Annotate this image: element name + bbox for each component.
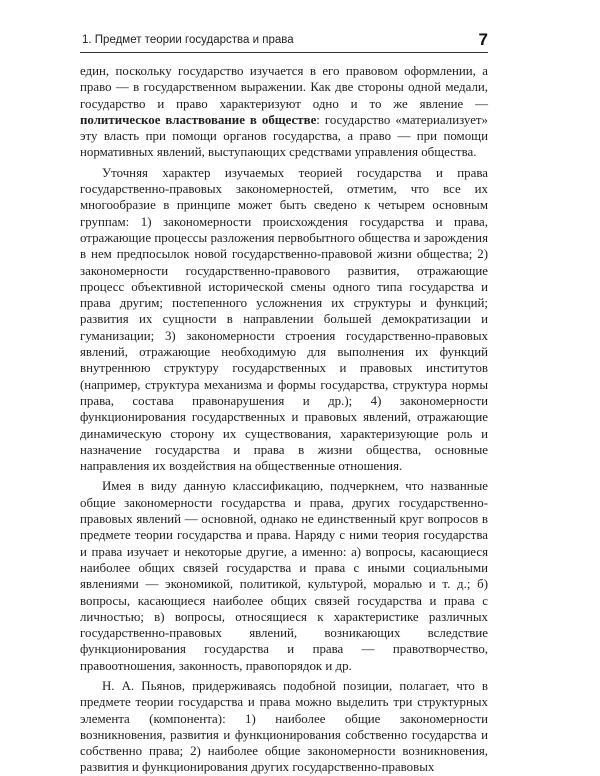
text-segment: Н. А. Пьянов, придерживаясь подобной позиции, полагает, что в предмете теории государства и права можно выделить три структурных элемента (компонента): 1) наиболее общие закономерности возникновения, развития и функционирования собственно государства и собственно права; 2) наиболее общие закономерности возникновения, развития и функционирования других государственно-правовых (80, 678, 488, 775)
paragraph-4 (80, 678, 488, 776)
body-text (80, 63, 488, 776)
text-segment: един, поскольку государство изучается в его правовом оформлении, а право — в государственном выражении. Как две стороны одной медали, государство и право характеризуют одно и то же явление — (80, 64, 488, 111)
text-segment: Имея в виду данную классификацию, подчеркнем, что названные общие закономерности государства и права, других государственно-правовых явлений — основной, однако не единственный круг вопросов в предмете теории государства и права. Наряду с ними теория государства и права изучает и некоторые другие, а именно: а) вопросы, касающиеся наиболее общих связей государства и права с иными социальными явлениями — экономикой, политикой, культурой, моралью и т. д.; б) вопросы, касающиеся наиболее общих связей государства и права с личностью; в) вопросы, относящиеся к характеристике различных государственно-правовых явлений, возникающих вследствие функционирования государства и права — правотворчество, правоотношения, законность, правопорядок и др. (80, 479, 488, 673)
text-segment: Уточняя характер изучаемых теорией государства и права государственно-правовых закономерностей, отметим, что все их многообразие в принципе может быть сведено к четырем основным группам: 1) закономерности происхождения государства и права, отражающие процессы разложения первобытного общества и зарождения в нем предпосылок новой государственно-правовой жизни общества; 2) закономерности государственно-правового развития, отражающие процесс объективной исторической смены одного типа государства и права другим; постепенного усложнения их структуры и функций; развития их сущности в направлении большей демократизации и гуманизации; 3) закономерности строения государственно-правовых явлений, отражающие необходимую для выполнения их функций внутреннюю структуру государственных и правовых институтов (например, структура механизма и формы государства, структура нормы права, состава правонарушения и др.); 4) закономерности функционирования государственных и правовых явлений, отражающие динамическую сторону их существования, характеризующие роль и назначение государства и права в жизни общества, основные направления их воздействия на общественные отношения. (80, 165, 488, 474)
bold-term-political-power: политическое властвование в обществе (80, 112, 317, 127)
page-number: 7 (478, 30, 488, 49)
paragraph-3 (80, 478, 488, 674)
paragraph-1 (80, 63, 488, 161)
running-header (80, 30, 488, 53)
running-title: 1. Предмет теории государства и права (82, 34, 294, 46)
paragraph-2 (80, 165, 488, 475)
text-segment: : государство «материализует» эту власть при помощи органов государства, а право — при помощи нормативных явлений, выступающих средствами управления общества. (80, 112, 488, 160)
